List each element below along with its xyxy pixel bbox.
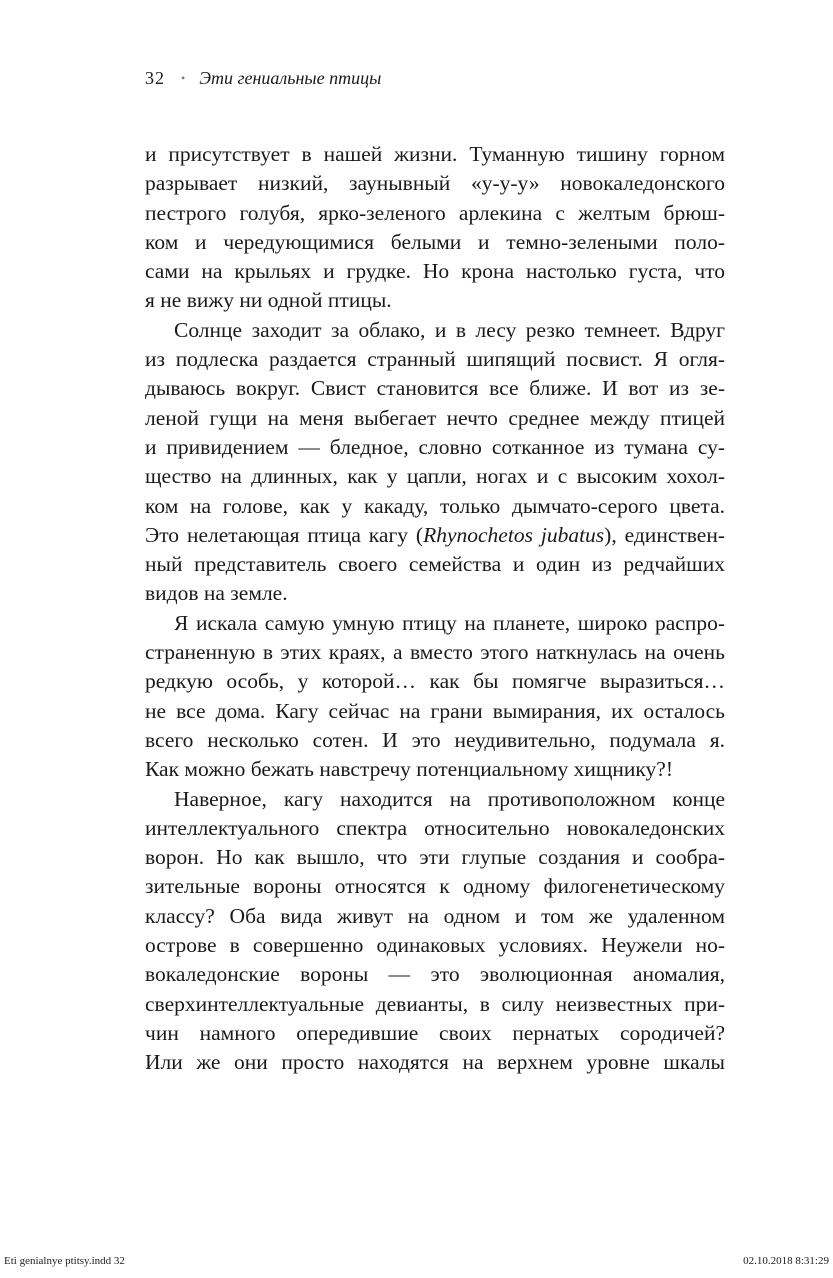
text-line: дываюсь вокруг. Свист становится все ближе. И вот из зе- — [145, 376, 725, 401]
text-line: классу? Оба вида живут на одном и том же удаленном — [145, 903, 725, 928]
text-line: интеллектуального спектра относительно новокаледонских — [145, 815, 725, 840]
text-line: Как можно бежать навстречу потенциальному хищнику?! — [145, 757, 673, 782]
text-line: Или же они просто находятся на верхнем уровне шкалы — [145, 1050, 725, 1075]
text-line: чин намного опередившие своих пернатых сородичей? — [145, 1020, 725, 1045]
latin-species-name: Rhynochetos jubatus — [423, 522, 605, 547]
text-line: страненную в этих краях, а вместо этого наткнулась на очень — [145, 640, 725, 665]
text-line: разрывает низкий, заунывный «у-у-у» новокаледонского — [145, 171, 725, 196]
text-line: вокаледонские вороны — это эволюционная аномалия, — [145, 962, 725, 987]
text-before-latin: Это нелетающая птица кагу ( — [145, 522, 424, 547]
text-line: сверхинтеллектуальные девианты, в силу неизвестных при- — [145, 991, 725, 1016]
header-separator: • — [181, 71, 186, 85]
footer-timestamp: 02.10.2018 8:31:29 — [743, 1255, 829, 1267]
text-line: Я искала самую умную птицу на планете, широко распро- — [174, 610, 725, 635]
text-line: ворон. Но как вышло, что эти глупые создания и сообра- — [145, 845, 725, 870]
text-line: сами на крыльях и грудке. Но крона настолько густа, что — [145, 259, 725, 284]
text-line: и привидением — бледное, словно сотканное из тумана су- — [145, 434, 725, 459]
text-line: зительные вороны относятся к одному филогенетическому — [145, 874, 725, 899]
running-header — [145, 68, 381, 89]
text-line: и присутствует в нашей жизни. Туманную тишину горном — [145, 142, 725, 166]
text-line: леной гущи на меня выбегает нечто среднее между птицей — [145, 405, 725, 430]
text-line: пестрого голубя, ярко-зеленого арлекина с желтым брюш- — [145, 200, 725, 225]
text-line: острове в совершенно одинаковых условиях. Неужели но- — [145, 933, 725, 958]
body-text — [145, 140, 725, 1078]
text-line: всего несколько сотен. И это неудивительно, подумала я. — [145, 727, 725, 752]
text-line: щество на длинных, как у цапли, ногах и с высоким хохол- — [145, 464, 725, 489]
text-line: не все дома. Кагу сейчас на грани вымирания, их осталось — [145, 698, 725, 723]
text-line: Солнце заходит за облако, и в лесу резко темнеет. Вдруг — [174, 317, 725, 342]
page-number: 32 — [145, 68, 165, 88]
running-title: Эти гениальные птицы — [199, 68, 382, 88]
text-line: я не вижу ни одной птицы. — [145, 288, 392, 313]
text-line: Наверное, кагу находится на противоположном конце — [174, 786, 725, 811]
text-line: редкую особь, у которой… как бы помягче выразиться… — [145, 669, 725, 694]
footer-filename: Eti genialnye ptitsy.indd 32 — [4, 1255, 125, 1267]
text-line: видов на земле. — [145, 581, 288, 606]
text-line-with-latin-name — [145, 521, 725, 550]
text-line: ком и чередующимися белыми и темно-зелеными поло- — [145, 229, 725, 254]
text-line: из подлеска раздается странный шипящий посвист. Я огля- — [145, 347, 725, 372]
text-line: ком на голове, как у какаду, только дымчато-серого цвета. — [145, 493, 725, 518]
text-line: ный представитель своего семейства и один из редчайших — [145, 552, 725, 577]
text-after-latin: ), единствен- — [604, 522, 725, 547]
